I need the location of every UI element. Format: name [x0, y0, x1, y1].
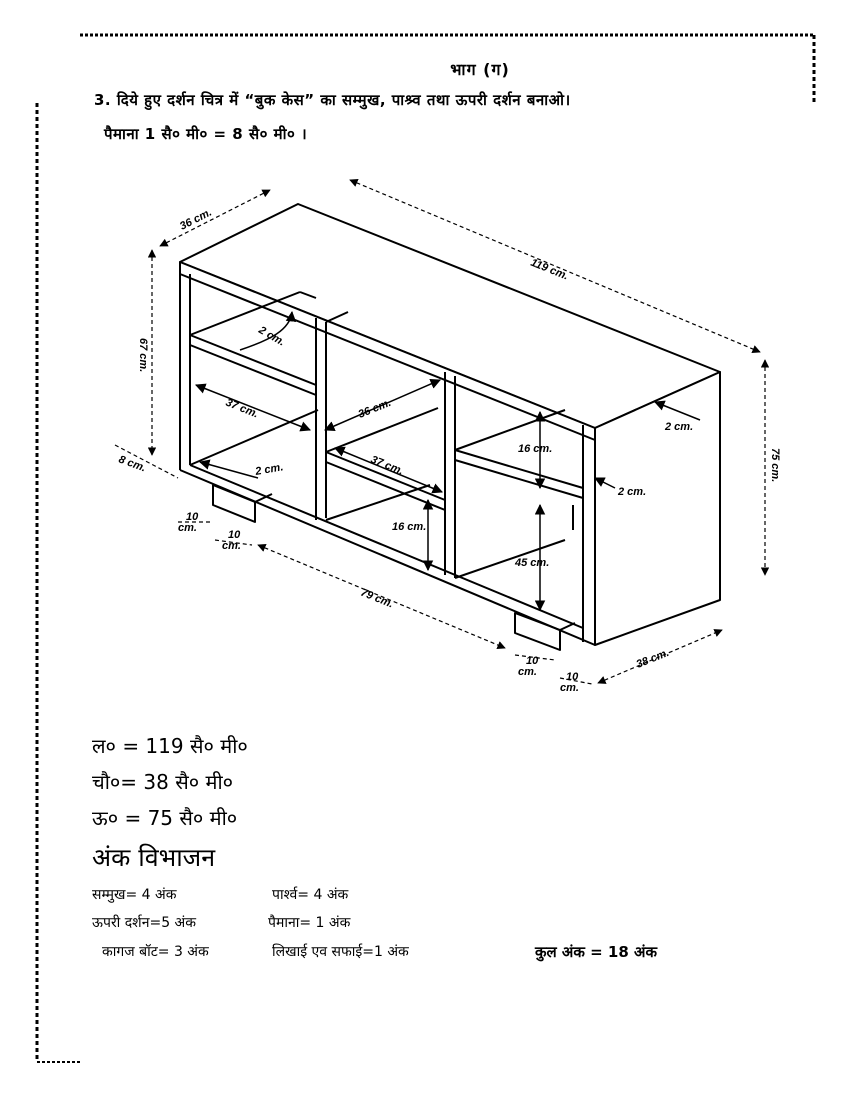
length-value: ल० = 119 सै० मी०	[92, 734, 248, 758]
marks-neatness: लिखाई एव सफाई=1 अंक	[272, 944, 409, 960]
dim-bottom-thick-left: 2 cm.	[254, 461, 285, 478]
marks-side: पार्श्व= 4 अंक	[272, 887, 349, 903]
dim-leg-left-a: 10	[186, 511, 199, 523]
dim-shelf-depth-mid: 37 cm.	[368, 453, 406, 478]
width-value: चौ०= 38 सै० मी०	[92, 770, 234, 794]
marks-total: कुल अंक = 18 अंक	[535, 943, 657, 961]
dim-height-right: 75 cm.	[769, 448, 781, 483]
dim-shelf-gap-right: 16 cm.	[518, 443, 553, 455]
marks-front: सम्मुख= 4 अंक	[92, 887, 177, 903]
dim-leg-right-a: 10	[526, 655, 539, 667]
dim-top-thick-right: 2 cm.	[665, 421, 694, 433]
marks-paper: कागज बॉट= 3 अंक	[102, 944, 209, 960]
dim-length-top: 119 cm.	[528, 256, 571, 283]
dim-base-left: 8 cm.	[116, 453, 148, 475]
marks-heading: अंक विभाजन	[92, 843, 216, 872]
height-value: ऊ० = 75 सै० मी०	[92, 806, 238, 830]
dim-leg-left-a-unit: cm.	[178, 522, 197, 534]
dim-shelf-thick-top: 2 cm.	[256, 324, 287, 349]
section-title: भाग (ग)	[450, 60, 510, 79]
dim-leg-right-a-unit: cm.	[518, 666, 537, 678]
dim-shelf-depth-left: 37 cm.	[223, 396, 261, 421]
overall-dimensions	[92, 728, 248, 836]
dim-leg-left-b: 10	[228, 529, 241, 541]
marks-top: ऊपरी दर्शन=5 अंक	[92, 915, 197, 931]
dim-leg-right-b-unit: cm.	[560, 682, 579, 694]
question-scale: पैमाना 1 सै० मी० = 8 सै० मी० ।	[104, 125, 308, 143]
dim-height-left: 67 cm.	[137, 338, 149, 373]
dim-width-top: 36 cm.	[177, 206, 214, 233]
dim-leg-right-b: 10	[566, 671, 579, 683]
dim-bottom-length: 79 cm.	[358, 586, 396, 611]
dim-leg-left-b-unit: cm.	[222, 540, 241, 552]
question-body: दिये हुए दर्शन चित्र में “बुक केस” का सम्मुख, पाश्र्व तथा ऊपरी दर्शन बनाओ।	[116, 91, 571, 109]
question-number: 3.	[94, 91, 112, 109]
dim-shelf-gap-mid: 16 cm.	[392, 521, 427, 533]
dim-lower-gap-right: 45 cm.	[515, 557, 550, 569]
dim-side-thick-right: 2 cm.	[618, 486, 647, 498]
dim-shelf-width-mid: 36 cm.	[356, 396, 393, 421]
dim-depth-bottom: 38 cm.	[634, 646, 671, 671]
marks-scale: पैमाना= 1 अंक	[268, 915, 351, 931]
